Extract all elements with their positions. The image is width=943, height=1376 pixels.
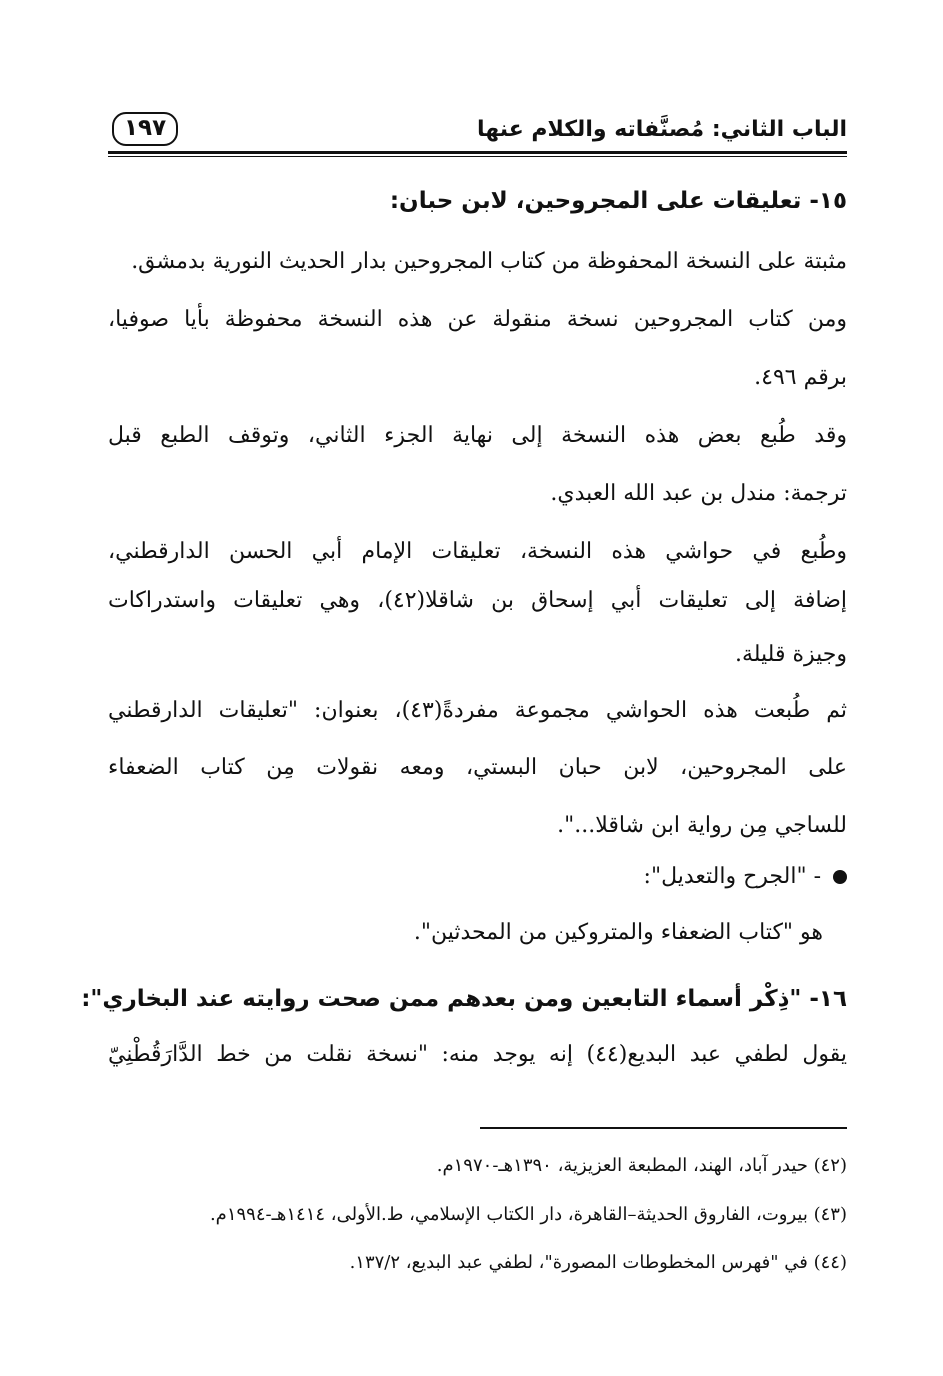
- section-heading-15: ١٥- تعليقات على المجروحين، لابن حبان:: [389, 188, 847, 214]
- paragraph-line: ومن كتاب المجروحين نسخة منقولة عن هذه النسخة محفوظة بأيا صوفيا،: [108, 307, 847, 332]
- footnote-43: (٤٣) بيروت، الفاروق الحديثة–القاهرة، دار الكتاب الإسلامي، ط.الأولى، ١٤١٤هـ-١٩٩٤م.: [209, 1204, 847, 1225]
- bullet-item: [108, 862, 847, 892]
- paragraph-line: ثم طُبعت هذه الحواشي مجموعة مفردةً(٤٣)، بعنوان: "تعليقات الدارقطني: [108, 698, 848, 723]
- paragraph-line: مثبتة على النسخة المحفوظة من كتاب المجروحين بدار الحديث النورية بدمشق.: [131, 249, 847, 274]
- page-number: ١٩٧: [112, 112, 178, 146]
- paragraph-line: وقد طُبع بعض هذه النسخة إلى نهاية الجزء الثاني، وتوقف الطبع قبل: [108, 423, 847, 448]
- page-header: [108, 106, 847, 152]
- paragraph-line: هو "كتاب الضعفاء والمتروكين من المحدثين".: [413, 920, 823, 945]
- paragraph-line: وطُبع في حواشي هذه النسخة، تعليقات الإمام أبي الحسن الدارقطني،: [108, 539, 847, 564]
- paragraph-line: إضافة إلى تعليقات أبي إسحاق بن شاقلا(٤٢)، وهي تعليقات واستدراكات: [108, 588, 847, 613]
- paragraph-line: برقم ٤٩٦.: [754, 365, 847, 390]
- running-title: الباب الثاني: مُصنَّفاته والكلام عنها: [476, 116, 847, 142]
- bullet-text: - "الجرح والتعديل":: [643, 864, 821, 889]
- header-rule: [108, 151, 847, 154]
- footnote-42: (٤٢) حيدر آباد، الهند، المطبعة العزيزية، ١٣٩٠هـ-١٩٧٠م.: [436, 1155, 847, 1176]
- paragraph-line: للساجي مِن رواية ابن شاقلا...".: [557, 813, 847, 838]
- bullet-icon: [833, 870, 847, 884]
- footnote-44: (٤٤) في "فهرس المخطوطات المصورة"، لطفي عبد البديع، ١٣٧/٢.: [349, 1252, 847, 1273]
- footnote-separator: [480, 1127, 847, 1129]
- paragraph-line: وجيزة قليلة.: [734, 642, 847, 667]
- paragraph-line: على المجروحين، لابن حبان البستي، ومعه نقولات مِن كتاب الضعفاء: [108, 755, 847, 780]
- section-heading-16: ١٦- "ذِكْر أسماء التابعين ومن بعدهم ممن صحت روايته عند البخاري":: [81, 986, 847, 1012]
- paragraph-line: ترجمة: مندل بن عبد الله العبدي.: [550, 481, 847, 506]
- header-rule-thin: [108, 156, 847, 157]
- paragraph-line: يقول لطفي عبد البديع(٤٤) إنه يوجد منه: "نسخة نقلت من خط الدَّارَقُطْنِيّ: [108, 1042, 847, 1067]
